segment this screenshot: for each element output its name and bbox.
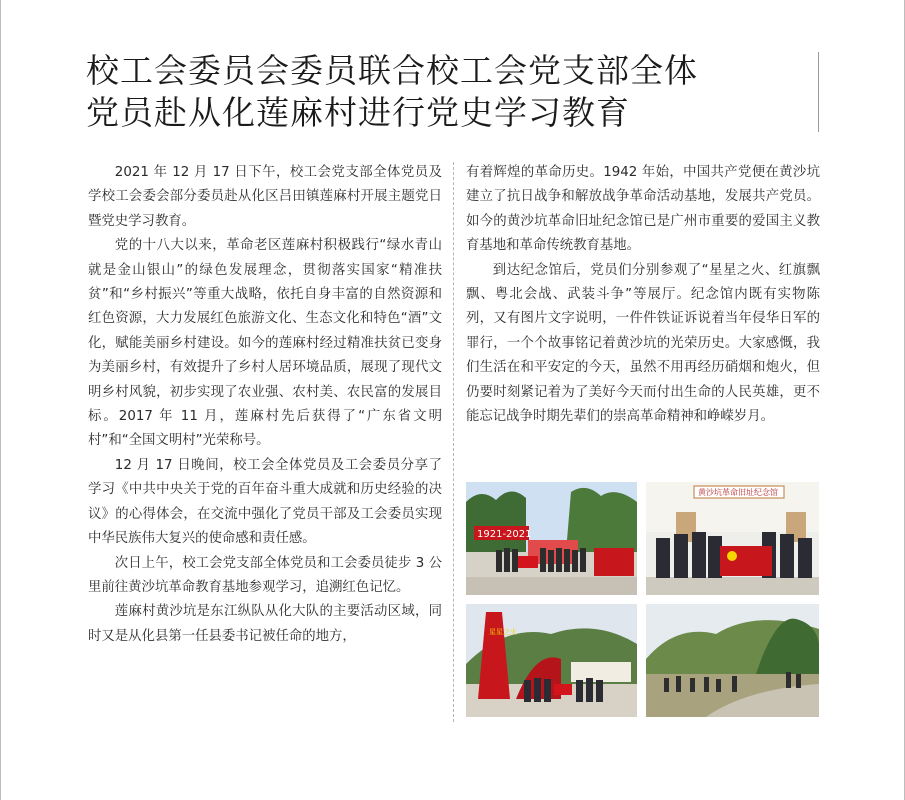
title-line-1: 校工会委员会委员联合校工会党支部全体 bbox=[86, 51, 698, 90]
banner-years-text: 1921-2021 bbox=[477, 529, 532, 540]
column-divider bbox=[453, 162, 454, 722]
memorial-sign-text: 黄沙坑革命旧址纪念馆 bbox=[698, 488, 778, 497]
article-title bbox=[86, 50, 806, 134]
page-left-edge bbox=[0, 0, 1, 800]
paragraph-intro: 2021 年 12 月 17 日下午，校工会党支部全体党员及学校工会委会部分委员赴从化区吕田镇莲麻村开展主题党日暨党史学习教育。 bbox=[88, 165, 442, 229]
paragraph-study-session: 12 月 17 日晚间，校工会全体党员及工会委员分享了学习《中共中央关于党的百年奋斗重大成就和历史经验的决议》的心得体会，在交流中强化了党员干部及工会委员实现中华民族伟大复兴的使命感和责任感。 bbox=[88, 457, 442, 547]
title-vertical-rule bbox=[818, 52, 819, 132]
article-column-left bbox=[88, 161, 442, 649]
paragraph-hike: 次日上午，校工会党支部全体党员和工会委员徒步 3 公里前往黄沙坑革命教育基地参观学习，追溯红色记忆。 bbox=[88, 555, 442, 595]
title-line-2: 党员赴从化莲麻村进行党史学习教育 bbox=[86, 93, 630, 132]
monument-text: 星星之火 bbox=[489, 628, 517, 636]
paragraph-museum-visit: 到达纪念馆后，党员们分别参观了“星星之火、红旗飘飘、粤北会战、武装斗争”等展厅。纪念馆内既有实物陈列，又有图片文字说明，一件件铁证诉说着当年侵华日军的罪行，一个个故事铭记着黄沙坑的光荣历史。大家感慨，我们生活在和平安定的今天，虽然不用再经历硝烟和炮火，但仍要时刻紧记着为了美好今天而付出生命的人民英雄，更不能忘记战争时期先辈们的崇高革命精神和峥嵘岁月。 bbox=[466, 262, 820, 425]
article-column-right bbox=[466, 161, 820, 429]
paragraph-history-cont: 有着辉煌的革命历史。1942 年始，中国共产党便在黄沙坑建立了抗日战争和解放战争革命活动基地，发展共产党员。如今的黄沙坑革命旧址纪念馆已是广州市重要的爱国主义教育基地和革命传统教育基地。 bbox=[466, 165, 820, 254]
photo-red-monument-group bbox=[466, 604, 637, 717]
paragraph-history-start: 莲麻村黄沙坑是东江纵队从化大队的主要活动区域，同时又是从化县第一任县委书记被任命的地方， bbox=[88, 604, 442, 644]
photo-memorial-hall-group bbox=[646, 482, 819, 595]
paragraph-development: 党的十八大以来，革命老区莲麻村积极践行“绿水青山就是金山银山”的绿色发展理念，贯彻落实国家“精准扶贫”和“乡村振兴”等重大战略，依托自身丰富的自然资源和红色资源，大力发展红色旅游文化、生态文化和特色“酒”文化，赋能美丽乡村建设。如今的莲麻村经过精准扶贫已变身为美丽乡村，有效提升了乡村人居环境品质，展现了现代文明乡村风貌，初步实现了农业强、农村美、农民富的发展目标。2017 年 11 月，莲麻村先后获得了“广东省文明村”和“全国文明村”光荣称号。 bbox=[88, 238, 442, 449]
photo-village-hike bbox=[646, 604, 819, 717]
photo-group-outdoor-banner bbox=[466, 482, 637, 595]
